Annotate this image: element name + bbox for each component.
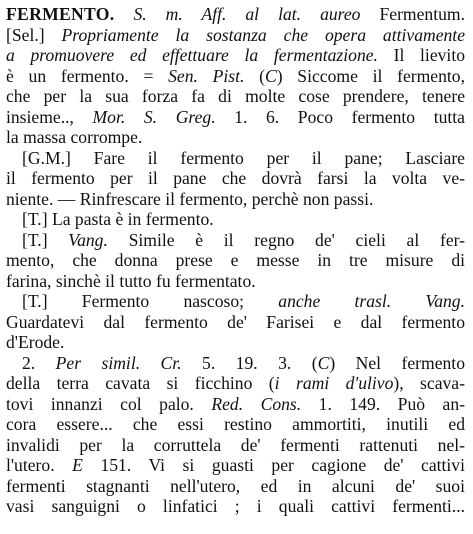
text-segment: ) Nel fermento (329, 352, 465, 373)
text-segment: 1. 149. Può an- (301, 393, 465, 414)
text-segment: è un fermento. = (6, 65, 169, 86)
italic-segment: C (264, 65, 277, 86)
text-segment: che per la sua forza fa di molte cose prendere, tenere (6, 86, 465, 106)
text-line (6, 127, 465, 148)
text-segment: [G.M.] Fare il fermento per il pane; Lasciare (22, 147, 465, 168)
latin-etymon: Fermentum. (379, 4, 465, 24)
text-segment: il fermento per il pane che dovrà farsi la volta ve- (6, 168, 465, 188)
text-segment: [T.] Fermento nascoso; (22, 291, 279, 311)
text-line (6, 435, 465, 456)
text-segment: [T.] (22, 229, 69, 250)
italic-segment: Mor. S. Greg. (92, 106, 216, 127)
text-line (6, 66, 465, 87)
text-segment: insieme.., (6, 106, 93, 127)
text-segment: fermenti stagnanti nell'utero, ed in alcuni de' suoi (6, 475, 465, 496)
text-segment: vasi sanguigni o linfatici ; i quali cattivi fermenti... (6, 496, 465, 516)
text-segment: 5. 19. 3. ( (181, 352, 318, 373)
text-line (6, 496, 465, 517)
text-line (6, 373, 465, 394)
text-line (6, 209, 465, 230)
italic-segment: i rami d'ulivo (274, 373, 394, 393)
text-segment: 2. (22, 352, 56, 373)
italic-segment: C (317, 352, 330, 373)
text-line (6, 189, 465, 210)
text-segment: ), scava- (393, 373, 465, 393)
italic-segment: Vang. (68, 229, 108, 250)
text-line (6, 312, 465, 333)
text-line (6, 25, 465, 46)
text-segment: l'utero. (6, 455, 73, 475)
italic-segment: anche trasl. Vang. (278, 291, 465, 311)
text-segment: niente. — Rinfrescare il fermento, perchè non passi. (6, 188, 374, 209)
text-line (6, 414, 465, 435)
text-segment: la massa corrompe. (6, 127, 143, 147)
grammar-note: S. m. Aff. al lat. aureo (133, 4, 361, 24)
text-line (6, 250, 465, 271)
text-line (6, 86, 465, 107)
entry-head-line (6, 4, 465, 25)
text-segment: d'Erode. (6, 332, 65, 352)
text-line (6, 168, 465, 189)
text-segment: Simile è il regno de' cieli al fer- (107, 229, 465, 250)
text-line (6, 291, 465, 312)
text-line (6, 271, 465, 292)
italic-segment: Red. Cons. (211, 393, 302, 414)
text-segment: mento, che donna prese e messe in tre misure di (6, 250, 465, 270)
italic-segment: Per simil. Cr. (55, 352, 182, 373)
text-line (6, 45, 465, 66)
text-segment: invalidi per la corruttela de' fermenti rattenuti nel- (6, 434, 465, 455)
text-segment: tovi innanzi col palo. (6, 393, 212, 414)
text-line (6, 476, 465, 497)
text-segment: Guardatevi dal fermento de' Farisei e dal fermento (6, 311, 465, 332)
entry-body (6, 25, 465, 517)
text-line (6, 353, 465, 374)
text-segment: [T.] La pasta è in fermento. (22, 209, 214, 229)
text-segment: della terra cavata si ficchino ( (6, 373, 275, 393)
text-segment: ) Siccome il fermento, (276, 65, 465, 86)
text-segment: farina, sinchè il tutto fu fermentato. (6, 270, 256, 291)
text-line (6, 455, 465, 476)
text-line (6, 394, 465, 415)
text-segment: Il lievito (377, 45, 465, 65)
text-line (6, 107, 465, 128)
text-segment: cora essere... che essi restino ammortiti, inutili ed (6, 414, 465, 434)
italic-segment: Sen. Pist. (168, 65, 245, 86)
text-segment: 151. Vi si guasti per cagione de' cattivi (82, 455, 465, 475)
text-segment: [Sel.] (6, 24, 62, 45)
headword: FERMENTO. (6, 4, 115, 24)
text-line (6, 230, 465, 251)
text-segment: 1. 6. Poco fermento tutta (215, 106, 465, 127)
italic-segment: E (72, 455, 83, 475)
italic-segment: Propriamente la sostanza che opera attivamente (61, 24, 465, 45)
text-line (6, 148, 465, 169)
italic-segment: a promuovere ed effettuare la fermentazione. (6, 45, 378, 65)
text-segment: ( (244, 65, 265, 86)
text-line (6, 332, 465, 353)
